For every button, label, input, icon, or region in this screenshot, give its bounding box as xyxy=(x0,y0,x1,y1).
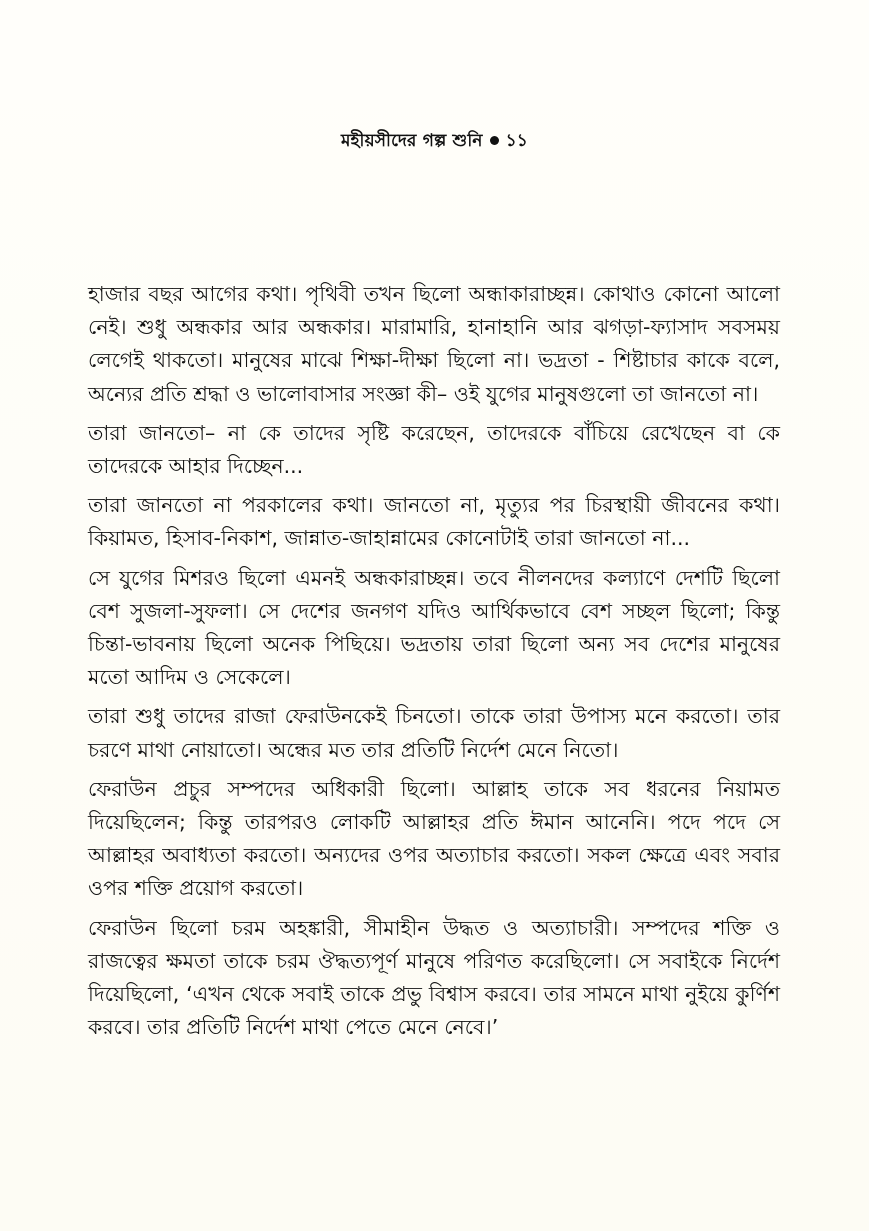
bullet-separator-icon xyxy=(490,136,499,145)
running-title: মহীয়সীদের গল্প শুনি xyxy=(340,131,483,151)
body-text xyxy=(88,278,780,1050)
paragraph: ফেরাউন প্রচুর সম্পদের অধিকারী ছিলো। আল্লাহ তাকে সব ধরনের নিয়ামত দিয়েছিলেন; কিন্তু তারপরও লোকটি আল্লাহর প্রতি ঈমান আনেনি। পদে পদে সে আল্লাহর অবাধ্যতা করতো। অন্যদের ওপর অত্যাচার করতো। সকল ক্ষেত্রে এবং সবার ওপর শক্তি প্রয়োগ করতো। xyxy=(88,776,780,901)
paragraph: ফেরাউন ছিলো চরম অহঙ্কারী, সীমাহীন উদ্ধত ও অত্যাচারী। সম্পদের শক্তি ও রাজত্বের ক্ষমতা তাকে চরম ঔদ্ধত্যপূর্ণ মানুষে পরিণত করেছিলো। সে সবাইকে নির্দেশ দিয়েছিলো, ‘এখন থেকে সবাই তাকে প্রভু বিশ্বাস করবে। তার সামনে মাথা নুইয়ে কুর্ণিশ করবে। তার প্রতিটি নির্দেশ মাথা পেতে মেনে নেবে।’ xyxy=(88,915,780,1040)
paragraph: তারা জানতো না পরকালের কথা। জানতো না, মৃত্যুর পর চিরস্থায়ী জীবনের কথা। কিয়ামত, হিসাব-নিকাশ, জান্নাত-জাহান্নামের কোনোটাই তারা জানতো না... xyxy=(88,493,780,551)
paragraph: সে যুগের মিশরও ছিলো এমনই অন্ধকারাচ্ছন্ন। তবে নীলনদের কল্যাণে দেশটি ছিলো বেশ সুজলা-সুফলা। সে দেশের জনগণ যদিও আর্থিকভাবে বেশ সচ্ছল ছিলো; কিন্তু চিন্তা-ভাবনায় ছিলো অনেক পিছিয়ে। ভদ্রতায় তারা ছিলো অন্য সব দেশের মানুষের মতো আদিম ও সেকেলে। xyxy=(88,565,780,690)
paragraph: হাজার বছর আগের কথা। পৃথিবী তখন ছিলো অন্ধাকারাচ্ছন্ন। কোথাও কোনো আলো নেই। শুধু অন্ধকার আর অন্ধকার। মারামারি, হানাহানি আর ঝগড়া-ফ্যাসাদ সবসময় লেগেই থাকতো। মানুষের মাঝে শিক্ষা-দীক্ষা ছিলো না। ভদ্রতা - শিষ্টাচার কাকে বলে, অন্যের প্রতি শ্রদ্ধা ও ভালোবাসার সংজ্ঞা কী– ওই যুগের মানুষগুলো তা জানতো না। xyxy=(88,282,780,406)
running-header xyxy=(0,128,869,156)
page-number: ১১ xyxy=(505,131,529,151)
paragraph: তারা শুধু তাদের রাজা ফেরাউনকেই চিনতো। তাকে তারা উপাস্য মনে করতো। তার চরণে মাথা নোয়াতো। অন্ধের মত তার প্রতিটি নির্দেশ মেনে নিতো। xyxy=(88,704,780,762)
paragraph: তারা জানতো– না কে তাদের সৃষ্টি করেছেন, তাদেরকে বাঁচিয়ে রেখেছেন বা কে তাদেরকে আহার দিচ্ছেন... xyxy=(88,420,780,479)
